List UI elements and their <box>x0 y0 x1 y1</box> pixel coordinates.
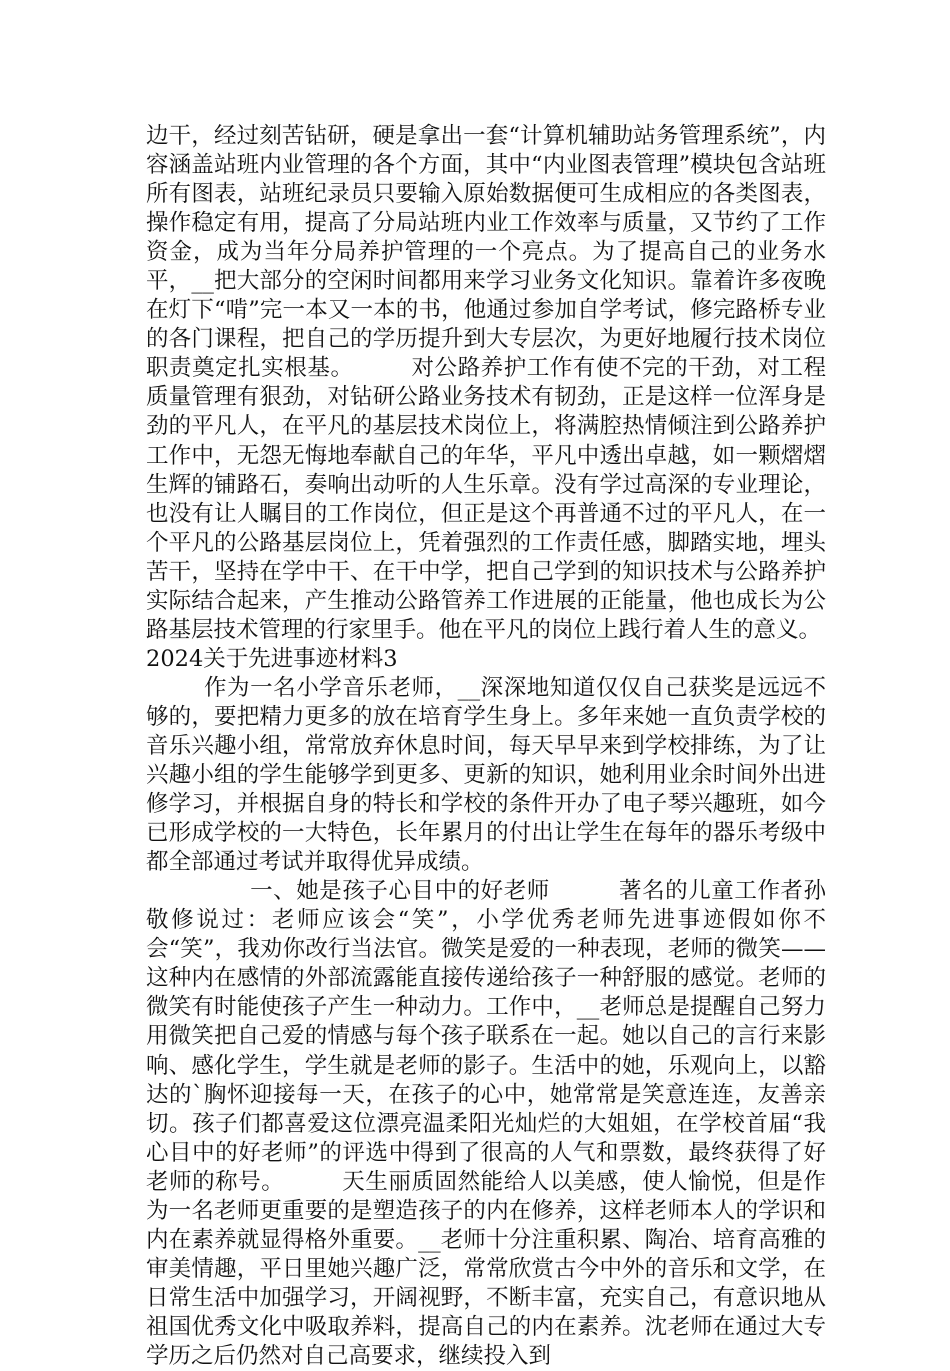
section-heading: 2024关于先进事迹材料3 <box>146 645 398 672</box>
document-body <box>146 122 826 1371</box>
paragraph-2: 作为一名小学音乐老师，__深深地知道仅仅自己获奖是远远不够的，要把精力更多的放在培育学生身上。多年来她一直负责学校的音乐兴趣小组，常常放弃休息时间，每天早早来到学校排练，为了让兴趣小组的学生能够学到更多、更新的知识，她利用业余时间外出进修学习，并根据自身的特长和学校的条件开办了电子琴兴趣班，如今已形成学校的一大特色，长年累月的付出让学生在每年的器乐考级中都全部通过考试并取得优异成绩。 <box>146 674 826 876</box>
paragraph-3: 一、她是孩子心目中的好老师 著名的儿童工作者孙敬修说过：老师应该会“笑”，小学优秀老师先进事迹假如你不会“笑”，我劝你改行当法官。微笑是爱的一种表现，老师的微笑——这种内在感情的外部流露能直接传递给孩子一种舒服的感觉。老师的微笑有时能使孩子产生一种动力。工作中，__老师总是提醒自己努力用微笑把自己爱的情感与每个孩子联系在一起。她以自己的言行来影响、感化学生，学生就是老师的影子。生活中的她，乐观向上，以豁达的`胸怀迎接每一天，在孩子的心中，她常常是笑意连连，友善亲切。孩子们都喜爱这位漂亮温柔阳光灿烂的大姐姐，在学校首届“我心目中的好老师”的评选中得到了很高的人气和票数，最终获得了好老师的称号。 天生丽质固然能给人以美感，使人愉悦，但是作为一名老师更重要的是塑造孩子的内在修养，这样老师本人的学识和内在素养就显得格外重要。__老师十分注重积累、陶冶、培育高雅的审美情趣，平日里她兴趣广泛，常常欣赏古今中外的音乐和文学，在日常生活中加强学习，开阔视野，不断丰富，充实自己，有意识地从祖国优秀文化中吸取养料，提高自己的内在素养。沈老师在通过大专学历之后仍然对自己高要求，继续投入到 <box>146 878 826 1369</box>
paragraph-1: 边干，经过刻苦钻研，硬是拿出一套“计算机辅助站务管理系统”，内容涵盖站班内业管理的各个方面，其中“内业图表管理”模块包含站班所有图表，站班纪录员只要输入原始数据便可生成相应的各类图表，操作稳定有用，提高了分局站班内业工作效率与质量，又节约了工作资金，成为当年分局养护管理的一个亮点。为了提高自己的业务水平，__把大部分的空闲时间都用来学习业务文化知识。靠着许多夜晚在灯下“啃”完一本又一本的书，他通过参加自学考试，修完路桥专业的各门课程，把自己的学历提升到大专层次，为更好地履行技术岗位职责奠定扎实根基。 对公路养护工作有使不完的干劲，对工程质量管理有狠劲，对钻研公路业务技术有韧劲，正是这样一位浑身是劲的平凡人，在平凡的基层技术岗位上，将满腔热情倾注到公路养护工作中，无怨无悔地奉献自己的年华，平凡中透出卓越，如一颗熠熠生辉的铺路石，奏响出动听的人生乐章。没有学过高深的专业理论，也没有让人瞩目的工作岗位，但正是这个再普通不过的平凡人，在一个平凡的公路基层岗位上，凭着强烈的工作责任感，脚踏实地，埋头苦干，坚持在学中干、在干中学，把自己学到的知识技术与公路养护实际结合起来，产生推动公路管养工作进展的正能量，他也成长为公路基层技术管理的行家里手。他在平凡的岗位上践行着人生的意义。 <box>146 123 826 643</box>
